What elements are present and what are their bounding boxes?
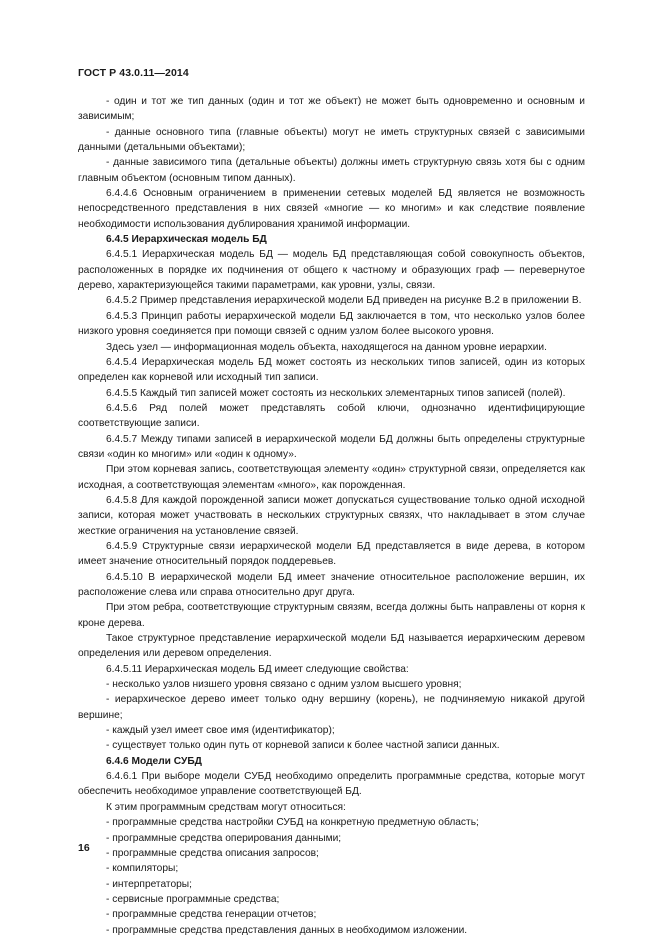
paragraph: Здесь узел — информационная модель объекта, находящегося на данном уровне иерархии.	[106, 341, 547, 353]
paragraph: - каждый узел имеет свое имя (идентификатор);	[106, 725, 335, 737]
paragraph: К этим программным средствам могут относиться:	[106, 801, 346, 813]
paragraph: - программные средства настройки СУБД на конкретную предметную область;	[106, 817, 479, 829]
paragraph: 6.4.5.5 Каждый тип записей может состоять из нескольких элементарных типов записей (полей).	[106, 387, 566, 399]
page-header: ГОСТ Р 43.0.11—2014	[78, 67, 189, 79]
paragraph: 6.4.6.1 При выборе модели СУБД необходимо определить программные средства, которые могут обеспечить необходимое управление соответствующей БД.	[78, 771, 585, 798]
paragraph: - сервисные программные средства;	[106, 893, 280, 905]
paragraph: - данные зависимого типа (детальные объекты) должны иметь структурную связь хотя бы с одним главным объектом (основным типом данных).	[78, 157, 585, 184]
section-heading: 6.4.5 Иерархическая модель БД	[106, 234, 267, 246]
paragraph: Такое структурное представление иерархической модели БД называется иерархическим деревом определения или деревом определения.	[78, 633, 585, 660]
paragraph: 6.4.5.10 В иерархической модели БД имеет значение относительное расположение вершин, их расположение слева или справа относительно друг друга.	[78, 571, 585, 598]
paragraph: 6.4.5.7 Между типами записей в иерархической модели БД должны быть определены структурные связи «один ко многим» или «один к одному».	[78, 433, 585, 460]
paragraph: 6.4.5.3 Принцип работы иерархической модели БД заключается в том, что несколько узлов более низкого уровня соединяется при помощи связей с одним узлом более высокого уровня.	[78, 310, 585, 338]
paragraph: - данные основного типа (главные объекты) могут не иметь структурных связей с зависимыми данными (детальными объектами);	[78, 126, 585, 154]
paragraph: 6.4.5.2 Пример представления иерархической модели БД приведен на рисунке В.2 в приложении В.	[106, 295, 582, 307]
paragraph: - интерпретаторы;	[106, 878, 192, 890]
paragraph: - один и тот же тип данных (один и тот же объект) не может быть одновременно и основным и зависимым;	[78, 96, 585, 123]
paragraph: 6.4.5.6 Ряд полей может представлять собой ключи, однозначно идентифицирующие соответствующие записи.	[78, 402, 585, 430]
paragraph: 6.4.5.4 Иерархическая модель БД может состоять из нескольких типов записей, один из которых определен как корневой или исходный тип записи.	[78, 356, 585, 384]
paragraph: - несколько узлов низшего уровня связано с одним узлом высшего уровня;	[106, 679, 462, 691]
paragraph: 6.4.5.11 Иерархическая модель БД имеет следующие свойства:	[106, 663, 409, 675]
body-text	[78, 94, 585, 938]
paragraph: 6.4.5.9 Структурные связи иерархической модели БД представляется в виде дерева, в котором имеет значение относительный порядок поддеревьев.	[78, 540, 585, 568]
paragraph: При этом ребра, соответствующие структурным связям, всегда должны быть направлены от корня к кроне дерева.	[78, 602, 585, 629]
paragraph: - программные средства оперирования данными;	[106, 832, 342, 844]
page-number: 16	[78, 842, 90, 854]
paragraph: - программные средства представления данных в необходимом изложении.	[106, 924, 468, 936]
paragraph: - программные средства генерации отчетов;	[106, 909, 317, 921]
paragraph: При этом корневая запись, соответствующая элементу «один» структурной связи, определяется как исходная, а соответствующая элементам «много», как порожденная.	[78, 464, 585, 491]
paragraph: - существует только один путь от корневой записи к более частной записи данных.	[106, 740, 500, 752]
paragraph: 6.4.4.6 Основным ограничением в применении сетевых моделей БД является не возможность непосредственного представления в них связей «многие — ко многим» и как следствие появление необходимости использования дублирования хранимой информации.	[78, 188, 585, 230]
paragraph: - программные средства описания запросов;	[106, 847, 319, 859]
paragraph: - иерархическое дерево имеет только одну вершину (корень), не подчиняемую никакой другой вершине;	[78, 694, 585, 721]
section-heading: 6.4.6 Модели СУБД	[106, 755, 202, 767]
paragraph: 6.4.5.1 Иерархическая модель БД — модель БД представляющая собой совокупность объектов, расположенных в порядке их подчинения от общего к частному и образующих граф — перевернутое дерево, характеризующейся такими параметрами, как уровни, узлы, связи.	[78, 249, 585, 292]
paragraph: - компиляторы;	[106, 863, 179, 875]
paragraph: 6.4.5.8 Для каждой порожденной записи может допускаться существование только одной исходной записи, которая может участвовать в нескольких структурных связях, что накладывает в этом случае жесткие ограничения на установление связей.	[78, 494, 585, 537]
